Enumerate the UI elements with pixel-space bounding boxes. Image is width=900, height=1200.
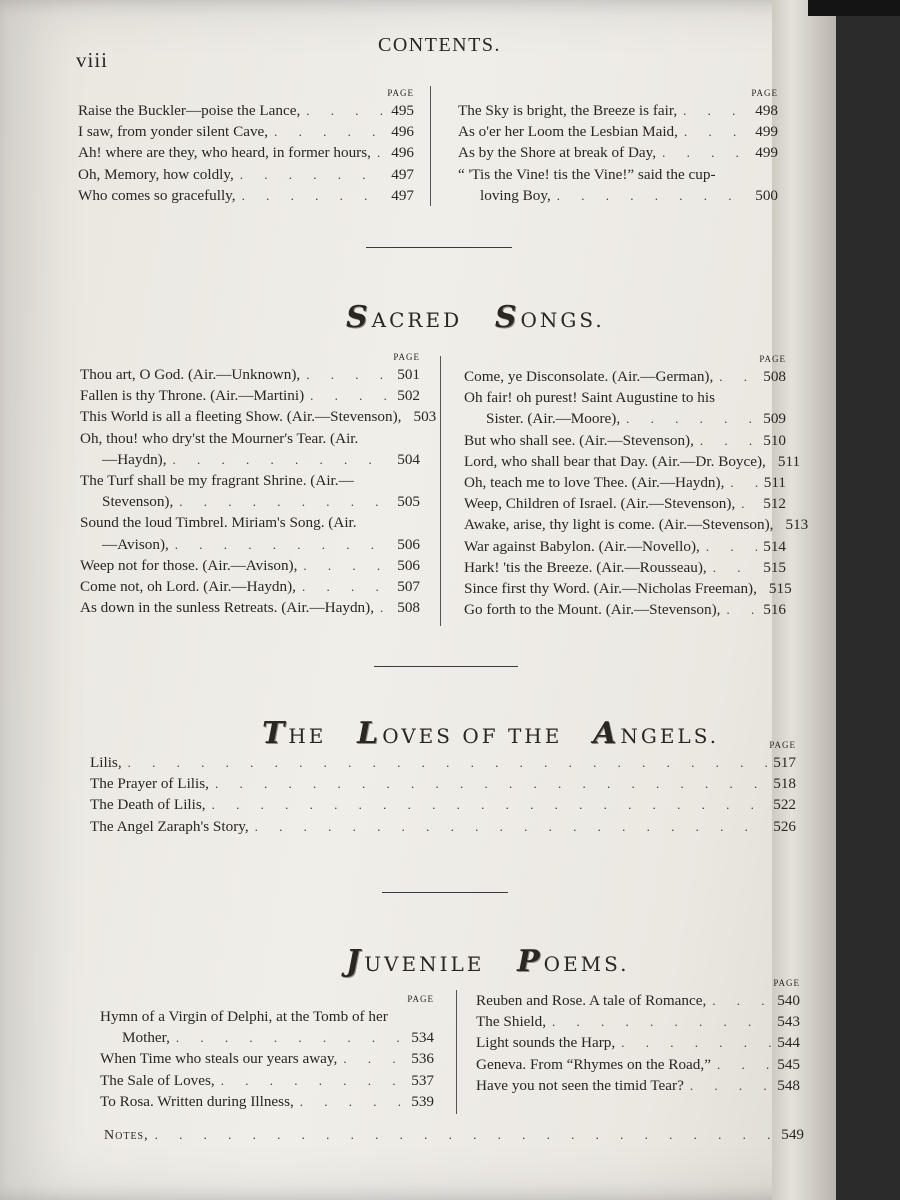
entry-title: But who shall see. (Air.—Stevenson),: [464, 431, 694, 449]
entry-title: Come, ye Disconsolate. (Air.—German),: [464, 368, 714, 385]
entry-title: Hark! 'tis the Breeze. (Air.—Rousseau),: [464, 558, 707, 576]
entry-title: Have you not seen the timid Tear?: [476, 1076, 684, 1094]
dot-leader: [303, 555, 391, 576]
page-number: viii: [76, 48, 109, 72]
toc-entry[interactable]: [464, 366, 786, 387]
toc-entry[interactable]: [464, 451, 801, 472]
entry-page: 513: [785, 516, 809, 534]
dot-leader: [683, 100, 749, 121]
entry-title: The Turf shall be my fragrant Shrine. (Air.—: [80, 472, 354, 490]
entry-title: Come not, oh Lord. (Air.—Haydn),: [80, 578, 296, 596]
dot-leader: [343, 1048, 405, 1069]
dot-leader: [212, 794, 768, 815]
dot-leader: [306, 364, 391, 385]
dot-leader: [726, 599, 757, 620]
dot-leader: [155, 1124, 776, 1145]
entry-page: 517: [773, 754, 796, 771]
toc-entry[interactable]: [80, 534, 420, 555]
section-divider: [382, 892, 508, 893]
entry-page: 506: [397, 556, 420, 574]
toc-entry[interactable]: [464, 472, 786, 493]
toc-entry[interactable]: [458, 185, 778, 206]
page-column-label: PAGE: [393, 352, 420, 362]
notes-entry: [104, 1124, 804, 1146]
entry-page: 540: [777, 992, 800, 1009]
column-divider: [440, 356, 441, 626]
running-head: CONTENTS.: [378, 34, 501, 56]
entry-page: 536: [411, 1050, 434, 1068]
entry-title: Oh, Memory, how coldly,: [78, 165, 234, 183]
toc-entry[interactable]: [464, 493, 786, 514]
entry-title: To Rosa. Written during Illness,: [100, 1092, 294, 1110]
toc-entry[interactable]: [476, 1011, 800, 1032]
top-right-column: [458, 88, 778, 206]
dot-leader: [741, 493, 757, 514]
dot-leader: [302, 576, 391, 597]
page-column-label: PAGE: [773, 978, 800, 988]
entry-page: 497: [391, 165, 414, 183]
entry-page: 505: [397, 493, 420, 511]
entry-title: Hymn of a Virgin of Delphi, at the Tomb of her: [100, 1008, 388, 1025]
dot-leader: [176, 1027, 405, 1048]
dot-leader: [377, 142, 385, 163]
title-initial: S: [346, 300, 371, 335]
toc-entry[interactable]: [80, 470, 420, 491]
dot-leader: [662, 142, 749, 163]
dot-leader: [626, 408, 757, 429]
page-column-label: PAGE: [751, 88, 778, 98]
toc-entry[interactable]: [464, 408, 786, 429]
entry-page: 515: [768, 580, 792, 598]
entry-page: 496: [391, 123, 414, 141]
toc-entry[interactable]: [78, 164, 414, 185]
page-column-label: PAGE: [407, 994, 434, 1004]
section-title-sacred-songs: SACRED SONGS.: [346, 300, 605, 335]
toc-entry[interactable]: [464, 387, 786, 408]
toc-entry[interactable]: [80, 491, 420, 512]
entry-title: Light sounds the Harp,: [476, 1034, 616, 1052]
entry-title: Notes,: [104, 1128, 149, 1143]
dot-leader: [300, 1091, 405, 1112]
entry-title: Raise the Buckler—poise the Lance,: [78, 102, 301, 119]
toc-entry[interactable]: [80, 597, 420, 618]
entry-title: War against Babylon. (Air.—Novello),: [464, 537, 700, 555]
dot-leader: [274, 121, 385, 142]
dot-leader: [684, 121, 749, 142]
entry-title: As down in the sunless Retreats. (Air.—Haydn),: [80, 599, 375, 617]
toc-entry[interactable]: [476, 1032, 800, 1053]
entry-page: 499: [755, 144, 778, 162]
dot-leader: [221, 1070, 406, 1091]
toc-entry[interactable]: [80, 428, 420, 449]
dot-leader: [242, 185, 386, 206]
section-divider: [374, 666, 518, 667]
title-initial: S: [494, 300, 520, 335]
entry-title: “ 'Tis the Vine! tis the Vine!” said the cup-: [458, 165, 716, 183]
book-cover-corner: [808, 0, 900, 16]
entry-title: The Sky is bright, the Breeze is fair,: [458, 102, 678, 119]
dot-leader: [700, 430, 757, 451]
entry-page: 537: [411, 1071, 434, 1089]
entry-title: Awake, arise, thy light is come. (Air.—Stevenson),: [464, 516, 774, 534]
entry-page: 514: [763, 537, 786, 555]
toc-entry[interactable]: [464, 430, 786, 451]
toc-entry[interactable]: [104, 1124, 804, 1146]
entry-title: Geneva. From “Rhymes on the Road,”: [476, 1055, 711, 1073]
entry-page: 522: [773, 796, 796, 814]
entry-title: Since first thy Word. (Air.—Nicholas Freeman),: [464, 580, 757, 598]
entry-title: Fallen is thy Throne. (Air.—Martini): [80, 387, 305, 405]
entry-title: The Death of Lilis,: [90, 796, 206, 814]
entry-page: 518: [773, 775, 796, 793]
entry-title: The Shield,: [476, 1013, 547, 1031]
toc-entry[interactable]: [458, 164, 778, 185]
dot-leader: [128, 752, 768, 773]
entry-title: Thou art, O God. (Air.—Unknown),: [80, 366, 301, 383]
entry-title: I saw, from yonder silent Cave,: [78, 123, 269, 141]
entry-page: 500: [755, 186, 778, 204]
title-initial: L: [357, 716, 382, 751]
entry-title: Stevenson),: [102, 493, 174, 511]
entry-title: Oh, thou! who dry'st the Mourner's Tear. (Air.: [80, 429, 359, 447]
entry-title: Lilis,: [90, 754, 122, 771]
toc-entry[interactable]: [464, 578, 792, 599]
toc-entry[interactable]: [476, 1075, 800, 1096]
toc-entry[interactable]: [78, 100, 414, 121]
toc-entry[interactable]: [80, 364, 420, 385]
section-divider: [366, 247, 512, 248]
entry-title: The Sale of Loves,: [100, 1071, 215, 1089]
toc-entry[interactable]: [90, 794, 796, 815]
entry-page: 544: [777, 1034, 800, 1052]
entry-title: When Time who steals our years away,: [100, 1050, 338, 1068]
toc-entry[interactable]: [80, 512, 420, 533]
dot-leader: [175, 534, 391, 555]
entry-page: 501: [397, 366, 420, 383]
toc-entry[interactable]: [80, 385, 420, 406]
toc-entry[interactable]: [464, 536, 786, 557]
page-column-label: PAGE: [769, 740, 796, 750]
entry-page: 526: [773, 817, 796, 835]
toc-entry[interactable]: [80, 406, 437, 427]
entry-title: Weep, Children of Israel. (Air.—Stevenson),: [464, 495, 736, 513]
toc-entry[interactable]: [100, 1048, 434, 1069]
dot-leader: [712, 990, 771, 1011]
toc-entry[interactable]: [464, 599, 786, 620]
sacred-right-column: [464, 352, 809, 620]
entry-title: —Haydn),: [102, 450, 167, 468]
title-initial: J: [346, 944, 364, 979]
juvenile-left-column: [100, 992, 434, 1112]
entry-page: 508: [397, 599, 420, 617]
toc-entry[interactable]: [80, 449, 420, 470]
page-column-label: PAGE: [387, 88, 414, 98]
entry-page: 510: [763, 431, 786, 449]
entry-title: Oh, teach me to love Thee. (Air.—Haydn),: [464, 474, 725, 492]
top-left-column: [78, 86, 414, 206]
dot-leader: [173, 449, 392, 470]
toc-entry[interactable]: [78, 121, 414, 142]
entry-title: Lord, who shall bear that Day. (Air.—Dr. Boyce),: [464, 452, 766, 470]
entry-page: 502: [397, 387, 420, 405]
entry-page: 508: [763, 368, 786, 385]
dot-leader: [621, 1032, 771, 1053]
dot-leader: [730, 472, 757, 493]
section-title-loves-of-the-angels: THE LOVES OF THE ANGELS.: [262, 716, 720, 751]
dot-leader: [690, 1075, 771, 1096]
juvenile-right-column: [476, 976, 800, 1096]
entry-title: Sister. (Air.—Moore),: [486, 410, 621, 428]
dot-leader: [713, 557, 758, 578]
toc-entry[interactable]: [458, 100, 778, 121]
entry-page: 503: [413, 408, 437, 426]
section-title-juvenile-poems: JUVENILE POEMS.: [346, 944, 630, 979]
entry-title: Reuben and Rose. A tale of Romance,: [476, 992, 707, 1009]
entry-page: 548: [777, 1076, 800, 1094]
entry-title: Mother,: [122, 1029, 170, 1047]
toc-entry[interactable]: [100, 1006, 434, 1027]
entry-page: 495: [391, 102, 414, 119]
column-divider: [456, 990, 457, 1114]
toc-entry[interactable]: [464, 557, 786, 578]
entry-title: Ah! where are they, who heard, in former hours,: [78, 144, 371, 162]
toc-entry[interactable]: [100, 1091, 434, 1112]
entry-title: —Avison),: [102, 535, 169, 553]
entry-page: 549: [781, 1126, 804, 1143]
entry-title: Oh fair! oh purest! Saint Augustine to his: [464, 389, 715, 407]
angels-list: [90, 738, 796, 837]
toc-entry[interactable]: [90, 773, 796, 794]
toc-entry[interactable]: [458, 121, 778, 142]
entry-page: 539: [411, 1092, 434, 1110]
toc-entry[interactable]: [476, 990, 800, 1011]
toc-entry[interactable]: [100, 1070, 434, 1091]
toc-entry[interactable]: [100, 1027, 434, 1048]
entry-page: 499: [755, 123, 778, 141]
dot-leader: [552, 1011, 771, 1032]
entry-title: As by the Shore at break of Day,: [458, 144, 657, 162]
sacred-left-column: [80, 350, 437, 618]
entry-page: 504: [397, 450, 420, 468]
entry-title: This World is all a fleeting Show. (Air.—Stevenson),: [80, 408, 402, 426]
dot-leader: [557, 185, 749, 206]
toc-entry[interactable]: [476, 1054, 800, 1075]
toc-entry[interactable]: [78, 185, 414, 206]
title-initial: P: [517, 944, 543, 979]
entry-title: loving Boy,: [480, 186, 551, 204]
entry-title: Sound the loud Timbrel. Miriam's Song. (Air.: [80, 514, 357, 532]
entry-page: 506: [397, 535, 420, 553]
dot-leader: [240, 164, 385, 185]
entry-title: Weep not for those. (Air.—Avison),: [80, 556, 298, 574]
entry-page: 496: [391, 144, 414, 162]
toc-entry[interactable]: [80, 576, 420, 597]
entry-page: 543: [777, 1013, 800, 1031]
entry-page: 512: [763, 495, 786, 513]
dot-leader: [717, 1054, 771, 1075]
entry-page: 545: [777, 1055, 800, 1073]
entry-page: 497: [391, 186, 414, 204]
title-initial: A: [593, 716, 620, 751]
dot-leader: [215, 773, 767, 794]
dot-leader: [179, 491, 391, 512]
dot-leader: [380, 597, 391, 618]
entry-title: As o'er her Loom the Lesbian Maid,: [458, 123, 678, 141]
dot-leader: [706, 536, 757, 557]
toc-entry[interactable]: [458, 142, 778, 163]
entry-page: 516: [763, 601, 786, 619]
dot-leader: [306, 100, 385, 121]
toc-entry[interactable]: [90, 816, 796, 837]
entry-page: 511: [777, 452, 801, 470]
column-divider: [430, 86, 431, 206]
toc-entry[interactable]: [90, 752, 796, 773]
entry-page: 507: [397, 578, 420, 596]
page-column-label: PAGE: [759, 354, 786, 364]
entry-page: 534: [411, 1029, 434, 1047]
entry-title: The Prayer of Lilis,: [90, 775, 209, 793]
entry-title: Go forth to the Mount. (Air.—Stevenson),: [464, 601, 721, 619]
entry-title: Who comes so gracefully,: [78, 186, 236, 204]
entry-title: The Angel Zaraph's Story,: [90, 817, 249, 835]
dot-leader: [310, 385, 391, 406]
title-initial: T: [262, 716, 288, 751]
toc-entry[interactable]: [80, 555, 420, 576]
entry-page: 511: [763, 474, 786, 492]
entry-page: 498: [755, 102, 778, 119]
dot-leader: [719, 366, 757, 387]
entry-page: 515: [763, 558, 786, 576]
entry-page: 509: [763, 410, 786, 428]
toc-entry[interactable]: [78, 142, 414, 163]
dot-leader: [255, 816, 768, 837]
toc-entry[interactable]: [464, 514, 809, 535]
